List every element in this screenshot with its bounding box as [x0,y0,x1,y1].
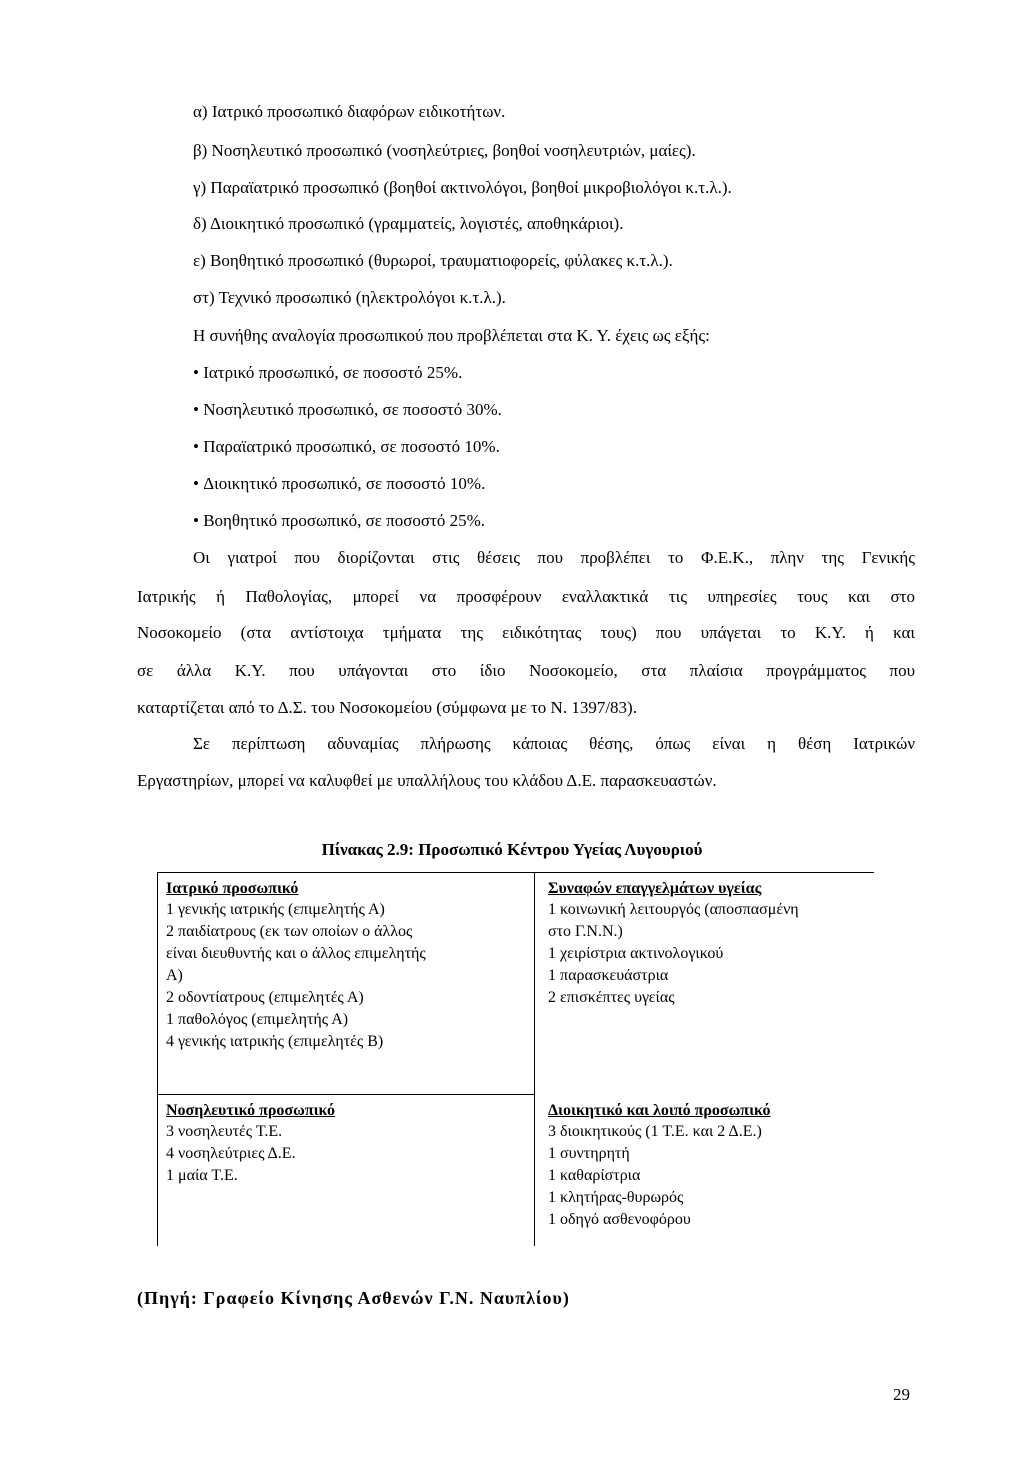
table-cell-heading: Διοικητικό και λοιπό προσωπικό [548,1102,771,1119]
table-cell-line: 2 επισκέπτες υγείας [548,989,675,1006]
table-row-divider [158,1094,534,1095]
table-cell-line: 3 διοικητικούς (1 Τ.Ε. και 2 Δ.Ε.) [548,1123,762,1140]
ratio-bullet-text: • Βοηθητικό προσωπικό, σε ποσοστό 25%. [193,511,485,530]
staff-category-item: στ) Τεχνικό προσωπικό (ηλεκτρολόγοι κ.τ.λ.). [193,288,506,307]
ratio-bullet [193,436,500,458]
ratio-bullet [193,399,502,421]
paragraph-1-line: Οι γιατροί που διορίζονται στις θέσεις που προβλέπει το Φ.Ε.Κ., πλην της Γενικής [193,548,915,567]
staff-category-item: δ) Διοικητικό προσωπικό (γραμματείς, λογιστές, αποθηκάριοι). [193,214,624,233]
table-cell-heading: Νοσηλευτικό προσωπικό [166,1102,335,1119]
table-cell-heading: Συναφών επαγγελμάτων υγείας [548,880,762,897]
table-cell-line: 4 νοσηλεύτριες Δ.Ε. [166,1145,296,1162]
table-cell-line: 1 οδηγό ασθενοφόρου [548,1211,691,1228]
paragraph-1-line: καταρτίζεται από το Δ.Σ. του Νοσοκομείου (σύμφωνα με το Ν. 1397/83). [137,698,637,717]
table-cell-line: Α) [166,967,183,984]
ratio-bullet [193,362,462,384]
paragraph-2-line: Εργαστηρίων, μπορεί να καλυφθεί με υπαλλήλους του κλάδου Δ.Ε. παρασκευαστών. [137,771,717,790]
table-cell-line: είναι διευθυντής και ο άλλος επιμελητής [166,945,426,962]
table-caption: Πίνακας 2.9: Προσωπικό Κέντρου Υγείας Λυγουριού [321,840,703,859]
table-cell-line: 1 παρασκευάστρια [548,967,669,984]
paragraph-1-line: Ιατρικής ή Παθολογίας, μπορεί να προσφέρουν εναλλακτικά τις υπηρεσίες τους και στο [137,587,915,606]
staff-category-item: β) Νοσηλευτικό προσωπικό (νοσηλεύτριες, βοηθοί νοσηλευτριών, μαίες). [193,141,696,160]
table-cell-admin [548,1101,770,1231]
ratio-bullet-text: • Διοικητικό προσωπικό, σε ποσοστό 10%. [193,474,485,493]
paragraph-2-line: Σε περίπτωση αδυναμίας πλήρωσης κάποιας θέσης, όπως είναι η θέση Ιατρικών [193,734,915,753]
table-cell-line: 1 παθολόγος (επιμελητής Α) [166,1011,349,1028]
table-cell-line: 1 χειρίστρια ακτινολογικού [548,945,724,962]
ratio-bullet-text: • Ιατρικό προσωπικό, σε ποσοστό 25%. [193,363,462,382]
table-cell-line: 4 γενικής ιατρικής (επιμελητές Β) [166,1033,384,1050]
table-cell-line: 1 γενικής ιατρικής (επιμελητής Α) [166,901,385,918]
table-cell-line: 1 καθαρίστρια [548,1167,641,1184]
table-cell-line: 2 οδοντίατρους (επιμελητές Α) [166,989,364,1006]
table-cell-line: 1 μαία Τ.Ε. [166,1167,238,1184]
table-cell-line: 1 συντηρητή [548,1145,630,1162]
ratio-bullet [193,473,485,495]
staff-category-item: ε) Βοηθητικό προσωπικό (θυρωροί, τραυματιοφορείς, φύλακες κ.τ.λ.). [193,251,673,270]
staff-category-item: α) Ιατρικό προσωπικό διαφόρων ειδικοτήτων. [193,102,506,121]
page-number: 29 [893,1385,910,1404]
table-cell-medical [166,879,426,1053]
ratio-bullet-text: • Νοσηλευτικό προσωπικό, σε ποσοστό 30%. [193,400,502,419]
paragraph-1-line: σε άλλα Κ.Υ. που υπάγονται στο ίδιο Νοσοκομείο, στα πλαίσια προγράμματος που [137,661,915,680]
paragraph-1-line: Νοσοκομείο (στα αντίστοιχα τμήματα της ειδικότητας τους) που υπάγεται το Κ.Υ. ή και [137,623,915,642]
table-source: (Πηγή: Γραφείο Κίνησης Ασθενών Γ.Ν. Ναυπλίου) [137,1288,570,1308]
table-cell-line: 1 κοινωνική λειτουργός (αποσπασμένη [548,901,799,918]
table-cell-allied [548,879,799,1009]
table-column-divider [534,873,535,1246]
table-cell-nursing [166,1101,335,1187]
ratio-bullet-text: • Παραϊατρικό προσωπικό, σε ποσοστό 10%. [193,437,500,456]
table-cell-line: 2 παιδίατρους (εκ των οποίων ο άλλος [166,923,413,940]
staff-category-item: γ) Παραϊατρικό προσωπικό (βοηθοί ακτινολόγοι, βοηθοί μικροβιολόγοι κ.τ.λ.). [193,178,732,197]
table-cell-heading: Ιατρικό προσωπικό [166,880,299,897]
table-cell-line: 1 κλητήρας-θυρωρός [548,1189,684,1206]
table-cell-line: στο Γ.Ν.Ν.) [548,923,623,940]
table-cell-line: 3 νοσηλευτές Τ.Ε. [166,1123,283,1140]
ratio-intro: Η συνήθης αναλογία προσωπικού που προβλέπεται στα Κ. Υ. έχεις ως εξής: [193,326,710,345]
ratio-bullet [193,510,485,532]
staff-table [157,872,874,1246]
